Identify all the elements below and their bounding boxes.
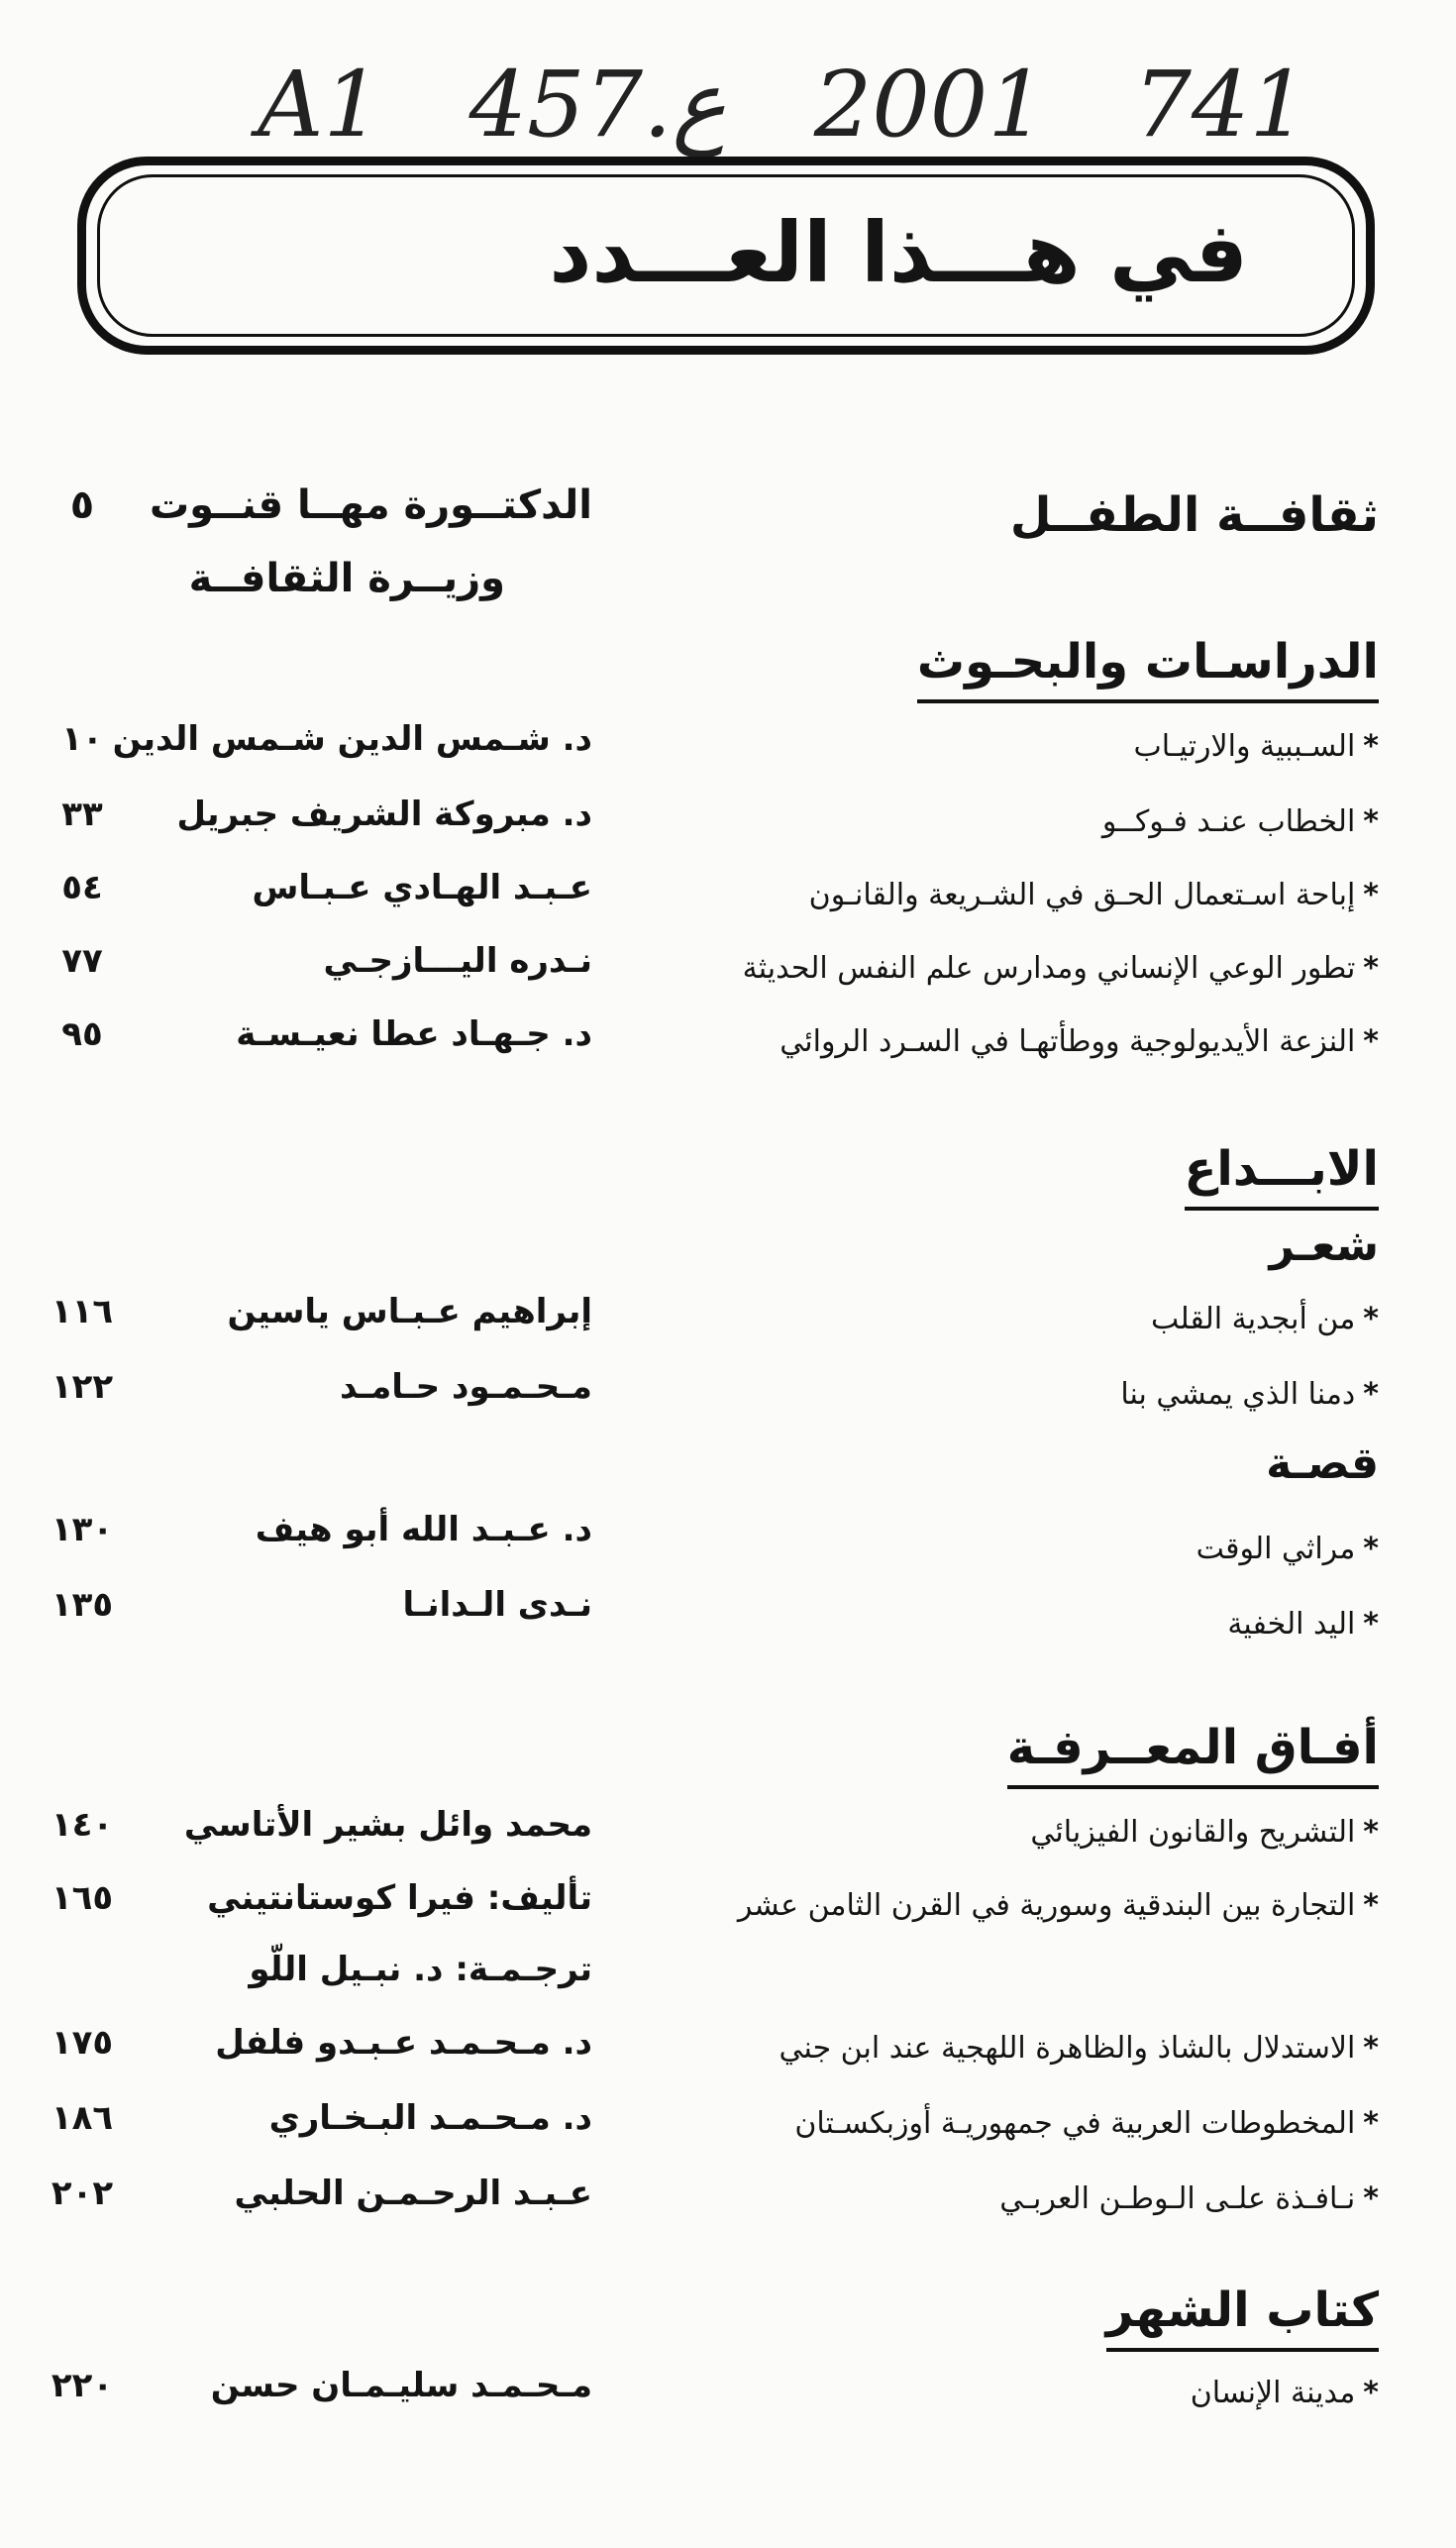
- section-heading-knowledge: أفـاق المعــرفـة: [1007, 1716, 1379, 1789]
- toc-entry-author: د. عـبـد الله أبو هيف: [255, 1510, 592, 1549]
- page-number: ١٠: [61, 719, 103, 759]
- entry-title-text: من أبجدية القلب: [1151, 1302, 1356, 1336]
- page-number: ١٨٦: [51, 2098, 114, 2138]
- page-number: ٢٢٠: [51, 2366, 114, 2405]
- entry-title-text: مدينة الإنسان: [1190, 2376, 1356, 2410]
- toc-entry-author: د. جـهـاد عطا نعيـسـة: [236, 1014, 592, 1054]
- toc-entry-author: نـدى الـدانـا: [402, 1585, 592, 1625]
- toc-entry-title: *مدينة الإنسان: [1190, 2376, 1379, 2410]
- intro-author: الدكتــورة مهــا قنــوت: [149, 482, 592, 528]
- toc-entry-author: عـبـد الهـادي عـبـاس: [252, 868, 592, 907]
- entry-title-text: نـافـذة علـى الـوطـن العربـي: [999, 2181, 1356, 2216]
- note-part: 457.ع: [468, 52, 727, 158]
- toc-entry-title: *إباحة اسـتعمال الحـق في الشـريعة والقانـون: [808, 878, 1379, 912]
- toc-entry-author: د. مـحـمـد عـبـدو فلفل: [215, 2023, 592, 2063]
- toc-entry-title: *التشريح والقانون الفيزيائي: [1030, 1815, 1379, 1850]
- toc-entry-author: إبراهيم عـبـاس ياسين: [227, 1292, 592, 1331]
- entry-title-text: مراثي الوقت: [1196, 1532, 1356, 1566]
- toc-entry-author: تأليف: فيرا كوستانتيني: [207, 1878, 592, 1918]
- entry-title-text: تطور الوعي الإنساني ومدارس علم النفس الحديثة: [742, 951, 1356, 986]
- page-number: ٩٥: [61, 1014, 103, 1054]
- page-title: في هـــذا العـــدد: [549, 204, 1248, 301]
- toc-entry-author: محمد وائل بشير الأتاسي: [183, 1805, 592, 1845]
- page-number: ٥٤: [61, 868, 103, 907]
- section-heading-creativity: الابـــداع: [1185, 1137, 1379, 1211]
- page-number: ١٧٥: [51, 2023, 114, 2063]
- toc-entry-title: *من أبجدية القلب: [1151, 1302, 1379, 1336]
- toc-entry-author: مـحـمـد سليـمـان حسن: [210, 2366, 592, 2405]
- section-heading-child-culture: ثقافــة الطفــل: [1009, 487, 1379, 543]
- toc-entry-title: *دمنا الذي يمشي بنا: [1120, 1377, 1379, 1412]
- note-part: 2001: [813, 52, 1046, 158]
- page-number: ٥: [69, 482, 95, 528]
- section-heading-studies: الدراسـات والبحـوث: [917, 630, 1379, 703]
- page-number: ٣٣: [61, 795, 103, 834]
- toc-entry-translator: ترجـمـة: د. نبـيل اللّو: [249, 1950, 592, 1989]
- toc-entry-author: د. مـحـمـد البـخـاري: [268, 2098, 592, 2138]
- entry-title-text: الاستدلال بالشاذ والظاهرة اللهجية عند ابن جني: [779, 2031, 1356, 2066]
- toc-entry-title: *التجارة بين البندقية وسورية في القرن الثامن عشر: [737, 1888, 1379, 1923]
- page-number: ١٦٥: [51, 1878, 114, 1918]
- entry-title-text: إباحة اسـتعمال الحـق في الشـريعة والقانـون: [808, 878, 1356, 912]
- entry-title-text: دمنا الذي يمشي بنا: [1120, 1377, 1356, 1412]
- toc-entry-title: *الاستدلال بالشاذ والظاهرة اللهجية عند ابن جني: [779, 2031, 1379, 2066]
- toc-entry-title: *الخطاب عنـد فـوكــو: [1101, 804, 1379, 839]
- toc-entry-title: *النزعة الأيديولوجية ووطأتهـا في السـرد الروائي: [780, 1024, 1379, 1059]
- page-number: ٢٠٢: [51, 2174, 114, 2213]
- entry-title-text: التشريح والقانون الفيزيائي: [1030, 1815, 1356, 1850]
- handwritten-catalogue-note: [258, 52, 1307, 158]
- entry-title-text: التجارة بين البندقية وسورية في القرن الثامن عشر: [737, 1888, 1356, 1923]
- toc-entry-author: عـبـد الرحـمـن الحلبي: [234, 2174, 592, 2213]
- section-heading-book-of-month: كتاب الشهر: [1106, 2279, 1379, 2352]
- entry-title-text: الخطاب عنـد فـوكــو: [1101, 804, 1356, 839]
- entry-title-text: اليد الخفية: [1227, 1607, 1356, 1642]
- toc-entry-title: *اليد الخفية: [1227, 1607, 1379, 1642]
- entry-title-text: المخطوطات العربية في جمهوريـة أوزبكسـتان: [794, 2106, 1356, 2141]
- subsection-heading-poetry: شعـر: [1269, 1221, 1379, 1271]
- toc-entry-title: *مراثي الوقت: [1196, 1532, 1379, 1566]
- note-part: 741: [1133, 52, 1307, 158]
- page-number: ١٣٠: [51, 1510, 114, 1549]
- page-number: ١٤٠: [51, 1805, 114, 1845]
- toc-entry-author: نـدره اليـــازجـي: [323, 941, 592, 981]
- entry-title-text: السـببية والارتيـاب: [1133, 729, 1356, 764]
- toc-entry-title: *السـببية والارتيـاب: [1133, 729, 1379, 764]
- toc-entry-author: مـحـمـود حـامـد: [339, 1367, 592, 1407]
- toc-entry-author: د. شـمس الدين شـمس الدين: [112, 719, 592, 759]
- toc-entry-title: *المخطوطات العربية في جمهوريـة أوزبكسـتان: [794, 2106, 1379, 2141]
- page-number: ١٢٢: [51, 1367, 114, 1407]
- entry-title-text: النزعة الأيديولوجية ووطأتهـا في السـرد الروائي: [780, 1024, 1356, 1059]
- toc-entry-title: *تطور الوعي الإنساني ومدارس علم النفس الحديثة: [742, 951, 1379, 986]
- note-part: A1: [258, 52, 381, 158]
- intro-author-title: وزيــرة الثقافــة: [188, 556, 505, 601]
- subsection-heading-story: قصـة: [1266, 1438, 1379, 1489]
- page-number: ١١٦: [51, 1292, 114, 1331]
- page-number: ٧٧: [61, 941, 103, 981]
- toc-entry-title: *نـافـذة علـى الـوطـن العربـي: [999, 2181, 1379, 2216]
- toc-entry-author: د. مبروكة الشريف جبريل: [176, 795, 592, 834]
- page-number: ١٣٥: [51, 1585, 114, 1625]
